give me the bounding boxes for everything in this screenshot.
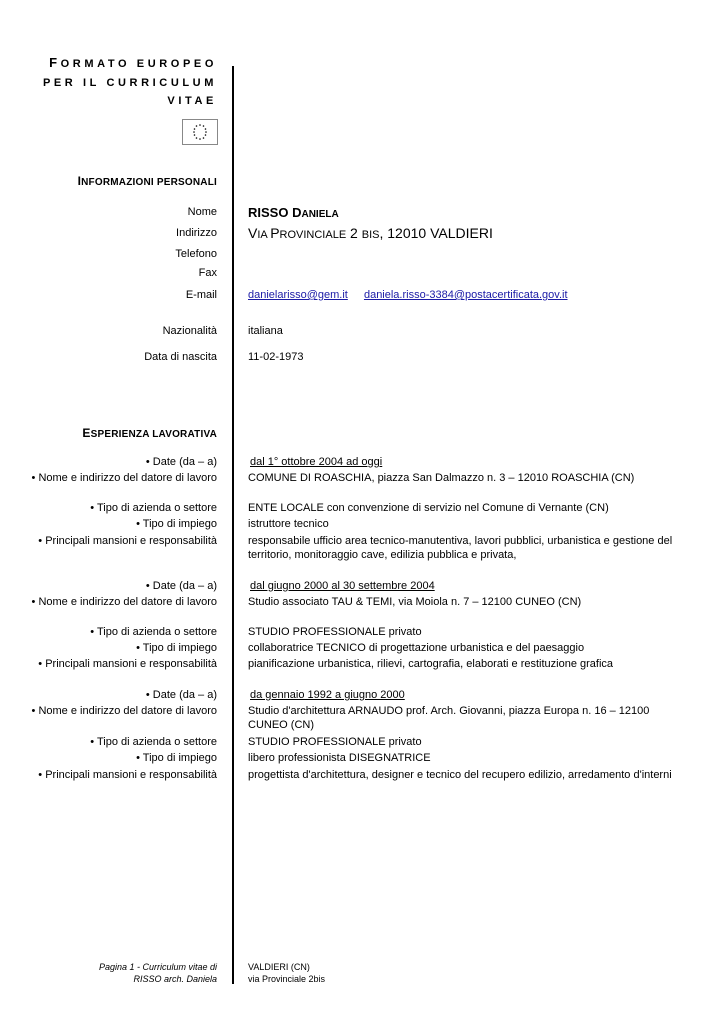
eu-flag-logo (182, 119, 218, 145)
label-impiego: • Tipo di impiego (136, 752, 217, 764)
footer-address: VALDIERI (CN) via Provinciale 2bis (248, 962, 326, 984)
job-sector: ENTE LOCALE con convenzione di servizio nel Comune di Vernante (CN) (248, 502, 609, 514)
label-email: E-mail (185, 289, 217, 301)
job-date: da gennaio 1992 a giugno 2000 (250, 689, 405, 701)
email-link-pec[interactable]: daniela.risso-3384@postacertificata.gov.it (363, 289, 568, 301)
job-employer: Studio d'architettura ARNAUDO prof. Arch. Giovanni, piazza Europa n. 16 – 12100 CUNEO (CN) (248, 705, 650, 731)
job-sector: STUDIO PROFESSIONALE privato (248, 736, 422, 748)
label-azienda: • Tipo di azienda o settore (90, 502, 217, 514)
label-mansioni: • Principali mansioni e responsabilità (38, 658, 217, 670)
job-position: collaboratrice TECNICO di progettazione urbanistica e del paesaggio (248, 642, 585, 654)
value-indirizzo: VIA PROVINCIALE 2 BIS, 12010 VALDIERI (248, 225, 493, 241)
label-azienda: • Tipo di azienda o settore (90, 736, 217, 748)
label-date: • Date (da – a) (145, 456, 217, 468)
section-work-experience: ESPERIENZA LAVORATIVA (82, 426, 217, 440)
label-date: • Date (da – a) (145, 689, 217, 701)
job-duties: responsabile ufficio area tecnico-manutentiva, lavori pubblici, urbanistica e gestione del territorio, monitoraggio cave, edilizia pubblica e privata, (248, 535, 673, 561)
label-datore: • Nome e indirizzo del datore di lavoro (31, 705, 217, 717)
label-datore: • Nome e indirizzo del datore di lavoro (31, 596, 217, 608)
job-duties: pianificazione urbanistica, rilievi, cartografia, elaborati e restituzione grafica (248, 658, 614, 670)
label-fax: Fax (198, 267, 217, 279)
job-position: libero professionista DISEGNATRICE (248, 752, 431, 764)
job-date: dal 1° ottobre 2004 ad oggi (250, 456, 383, 468)
label-date: • Date (da – a) (145, 580, 217, 592)
label-datore: • Nome e indirizzo del datore di lavoro (31, 472, 217, 484)
cv-title: FORMATO EUROPEO PER IL CURRICULUM VITAE (42, 55, 217, 107)
value-nazionalita: italiana (248, 325, 283, 337)
job-duties: progettista d'architettura, designer e tecnico del recupero edilizio, arredamento d'interni (248, 769, 672, 781)
job-position: istruttore tecnico (248, 518, 329, 530)
job-sector: STUDIO PROFESSIONALE privato (248, 626, 422, 638)
label-mansioni: • Principali mansioni e responsabilità (38, 769, 217, 781)
label-indirizzo: Indirizzo (176, 227, 217, 239)
footer-page-info: Pagina 1 - Curriculum vitae di RISSO arch. Daniela (98, 962, 217, 984)
value-email (248, 289, 688, 303)
label-azienda: • Tipo di azienda o settore (90, 626, 217, 638)
label-nome: Nome (187, 206, 217, 218)
value-nome: RISSO DANIELA (248, 205, 339, 220)
section-personal-info: INFORMAZIONI PERSONALI (77, 174, 217, 188)
label-mansioni: • Principali mansioni e responsabilità (38, 535, 217, 547)
job-date: dal giugno 2000 al 30 settembre 2004 (250, 580, 435, 592)
job-employer: Studio associato TAU & TEMI, via Moiola n. 7 – 12100 CUNEO (CN) (248, 596, 582, 608)
label-nazionalita: Nazionalità (162, 325, 217, 337)
vertical-divider (232, 66, 234, 984)
label-data-nascita: Data di nascita (144, 351, 217, 363)
job-employer: COMUNE DI ROASCHIA, piazza San Dalmazzo n. 3 – 12010 ROASCHIA (CN) (248, 472, 635, 484)
value-data-nascita: 11-02-1973 (248, 351, 304, 363)
label-impiego: • Tipo di impiego (136, 518, 217, 530)
email-link-personal[interactable]: danielarisso@gem.it (248, 289, 348, 301)
label-telefono: Telefono (175, 248, 217, 260)
label-impiego: • Tipo di impiego (136, 642, 217, 654)
